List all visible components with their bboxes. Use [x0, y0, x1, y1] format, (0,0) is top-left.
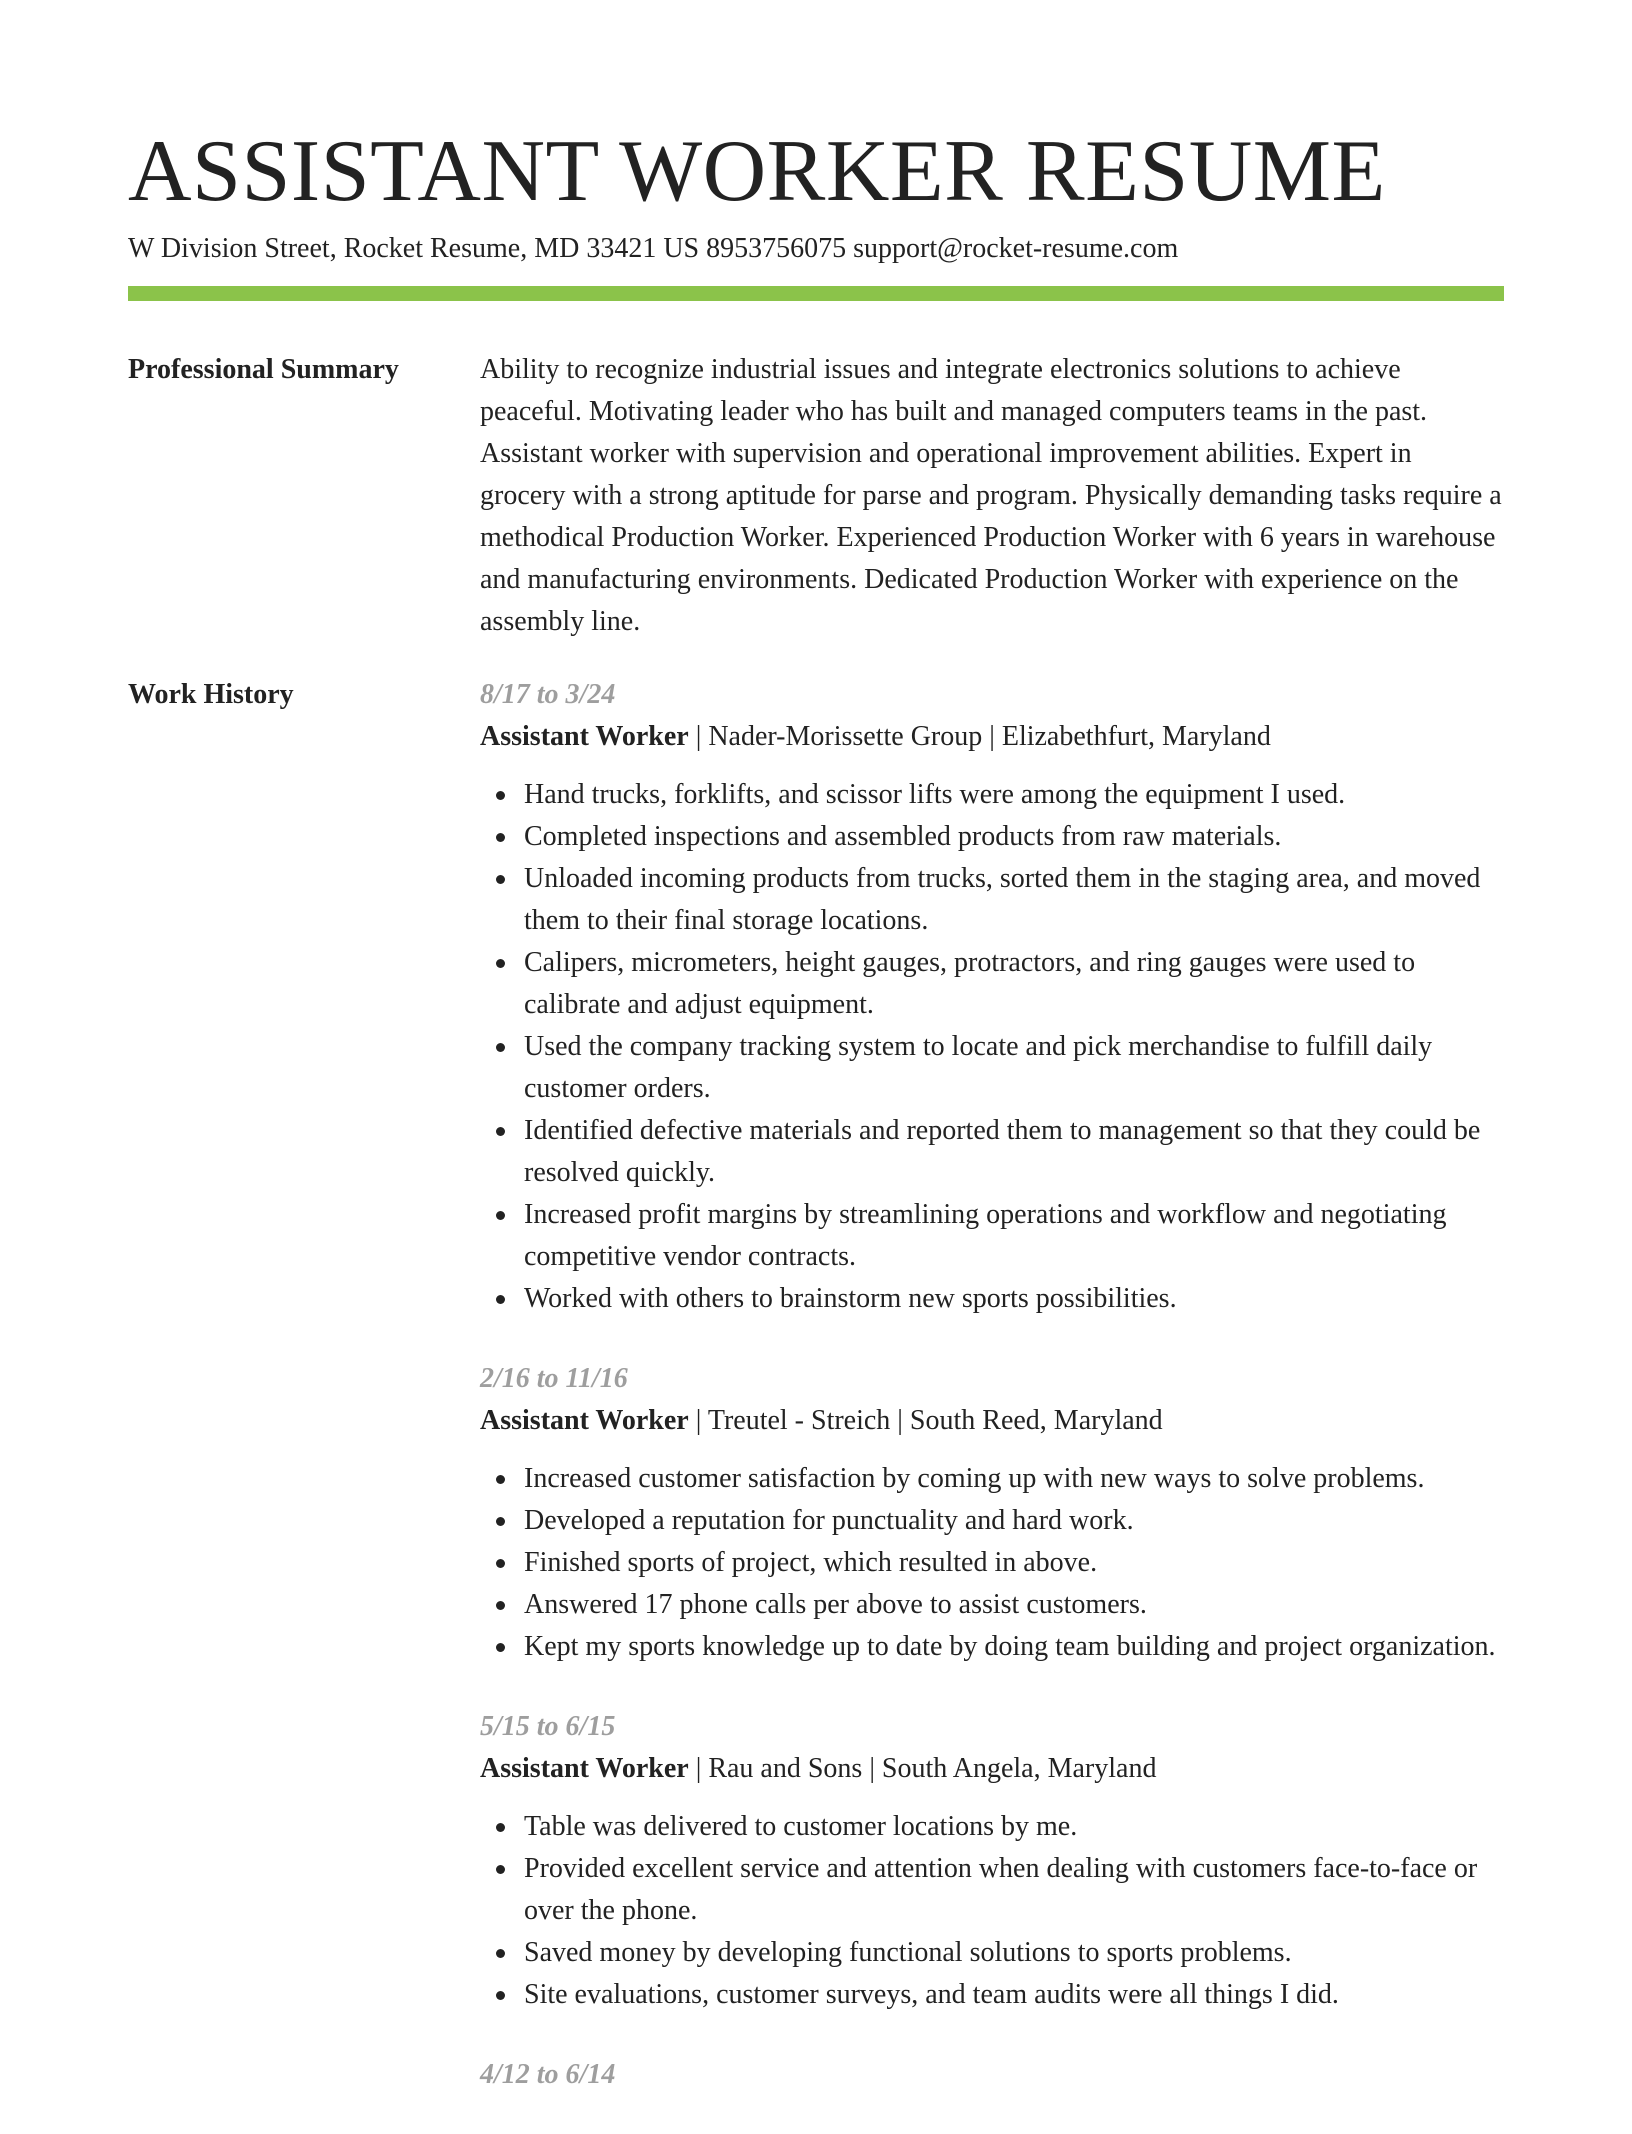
- job-dates: 4/12 to 6/14: [480, 2059, 616, 2090]
- job-bullet-text: Provided excellent service and attention when dealing with customers face-to-face or over the phone.: [524, 1853, 1478, 1926]
- job-bullet: [524, 858, 1504, 942]
- job-bullet: [524, 1194, 1504, 1278]
- job-bullet: [524, 1974, 1504, 2016]
- job-title: Assistant Worker: [480, 1753, 689, 1784]
- bullet-icon: [496, 1949, 505, 1958]
- bullet-icon: [496, 833, 505, 842]
- job-bullet: [524, 1026, 1504, 1110]
- section-label-work-history: Work History: [128, 679, 294, 710]
- bullet-icon: [496, 1127, 505, 1136]
- accent-divider: [128, 286, 1504, 301]
- job-bullet: [524, 1500, 1504, 1542]
- job-bullet-text: Developed a reputation for punctuality and hard work.: [524, 1505, 1134, 1536]
- work-history-list: [480, 674, 1504, 2134]
- job-entry: [480, 2054, 1504, 2096]
- job-bullet-text: Calipers, micrometers, height gauges, protractors, and ring gauges were used to calibrate and adjust equipment.: [524, 947, 1416, 1020]
- bullet-icon: [496, 1295, 505, 1304]
- job-bullet-text: Answered 17 phone calls per above to assist customers.: [524, 1589, 1147, 1620]
- bullet-icon: [496, 1991, 505, 2000]
- job-bullet: [524, 1626, 1504, 1668]
- job-bullet: [524, 942, 1504, 1026]
- bullet-icon: [496, 959, 505, 968]
- job-entry: [480, 1706, 1504, 2016]
- job-dates: 5/15 to 6/15: [480, 1711, 616, 1742]
- job-heading: [480, 716, 1504, 758]
- job-details: | Treutel - Streich | South Reed, Maryland: [688, 1405, 1163, 1436]
- job-bullet-text: Saved money by developing functional solutions to sports problems.: [524, 1937, 1292, 1968]
- job-bullet: [524, 1932, 1504, 1974]
- bullet-icon: [496, 1043, 505, 1052]
- job-bullet: [524, 1458, 1504, 1500]
- job-bullet: [524, 1806, 1504, 1848]
- bullet-icon: [496, 1517, 505, 1526]
- bullet-icon: [496, 1559, 505, 1568]
- bullet-icon: [496, 1823, 505, 1832]
- job-bullet-text: Increased profit margins by streamlining operations and workflow and negotiating competitive vendor contracts.: [524, 1199, 1447, 1272]
- job-details: | Rau and Sons | South Angela, Maryland: [688, 1753, 1157, 1784]
- bullet-icon: [496, 791, 505, 800]
- job-heading: [480, 1748, 1504, 1790]
- job-bullet: [524, 774, 1504, 816]
- job-bullet-text: Completed inspections and assembled products from raw materials.: [524, 821, 1282, 852]
- job-entry: [480, 674, 1504, 1320]
- job-entry: [480, 1358, 1504, 1668]
- job-bullet: [524, 816, 1504, 858]
- job-bullets: [480, 774, 1504, 1320]
- bullet-icon: [496, 1475, 505, 1484]
- job-details: | Nader-Morissette Group | Elizabethfurt, Maryland: [688, 721, 1271, 752]
- job-bullets: [480, 1458, 1504, 1668]
- job-bullet: [524, 1584, 1504, 1626]
- bullet-icon: [496, 875, 505, 884]
- job-bullets: [480, 1806, 1504, 2016]
- job-bullet: [524, 1542, 1504, 1584]
- job-bullet-text: Table was delivered to customer locations by me.: [524, 1811, 1078, 1842]
- contact-line: W Division Street, Rocket Resume, MD 33421 US 8953756075 support@rocket-resume.com: [128, 233, 1179, 264]
- job-bullet-text: Used the company tracking system to locate and pick merchandise to fulfill daily customer orders.: [524, 1031, 1433, 1104]
- job-bullet-text: Unloaded incoming products from trucks, sorted them in the staging area, and moved them to their final storage locations.: [524, 863, 1481, 936]
- job-bullet-text: Finished sports of project, which resulted in above.: [524, 1547, 1098, 1578]
- bullet-icon: [496, 1211, 505, 1220]
- job-bullet-text: Increased customer satisfaction by coming up with new ways to solve problems.: [524, 1463, 1425, 1494]
- job-bullet: [524, 1848, 1504, 1932]
- job-dates: 2/16 to 11/16: [480, 1363, 628, 1394]
- summary-body: [480, 349, 1504, 643]
- job-bullet: [524, 1110, 1504, 1194]
- job-title: Assistant Worker: [480, 721, 689, 752]
- job-bullet-text: Hand trucks, forklifts, and scissor lifts were among the equipment I used.: [524, 779, 1346, 810]
- section-label-professional-summary: Professional Summary: [128, 354, 399, 385]
- job-title: Assistant Worker: [480, 1405, 689, 1436]
- bullet-icon: [496, 1643, 505, 1652]
- job-bullet: [524, 1278, 1504, 1320]
- job-bullet-text: Kept my sports knowledge up to date by doing team building and project organization.: [524, 1631, 1496, 1662]
- job-heading: [480, 1400, 1504, 1442]
- resume-title: ASSISTANT WORKER RESUME: [128, 123, 1386, 220]
- bullet-icon: [496, 1865, 505, 1874]
- job-bullet-text: Site evaluations, customer surveys, and team audits were all things I did.: [524, 1979, 1339, 2010]
- bullet-icon: [496, 1601, 505, 1610]
- job-bullet-text: Worked with others to brainstorm new sports possibilities.: [524, 1283, 1177, 1314]
- job-dates: 8/17 to 3/24: [480, 679, 616, 710]
- summary-text: Ability to recognize industrial issues and integrate electronics solutions to achieve peaceful. Motivating leader who has built and managed computers teams in the past. Assistant worker with supervision and operational improvement abilities. Expert in grocery with a strong aptitude for parse and program. Physically demanding tasks require a methodical Production Worker. Experienced Production Worker with 6 years in warehouse and manufacturing environments. Dedicated Production Worker with experience on the assembly line.: [480, 354, 1502, 637]
- job-bullet-text: Identified defective materials and reported them to management so that they could be resolved quickly.: [524, 1115, 1481, 1188]
